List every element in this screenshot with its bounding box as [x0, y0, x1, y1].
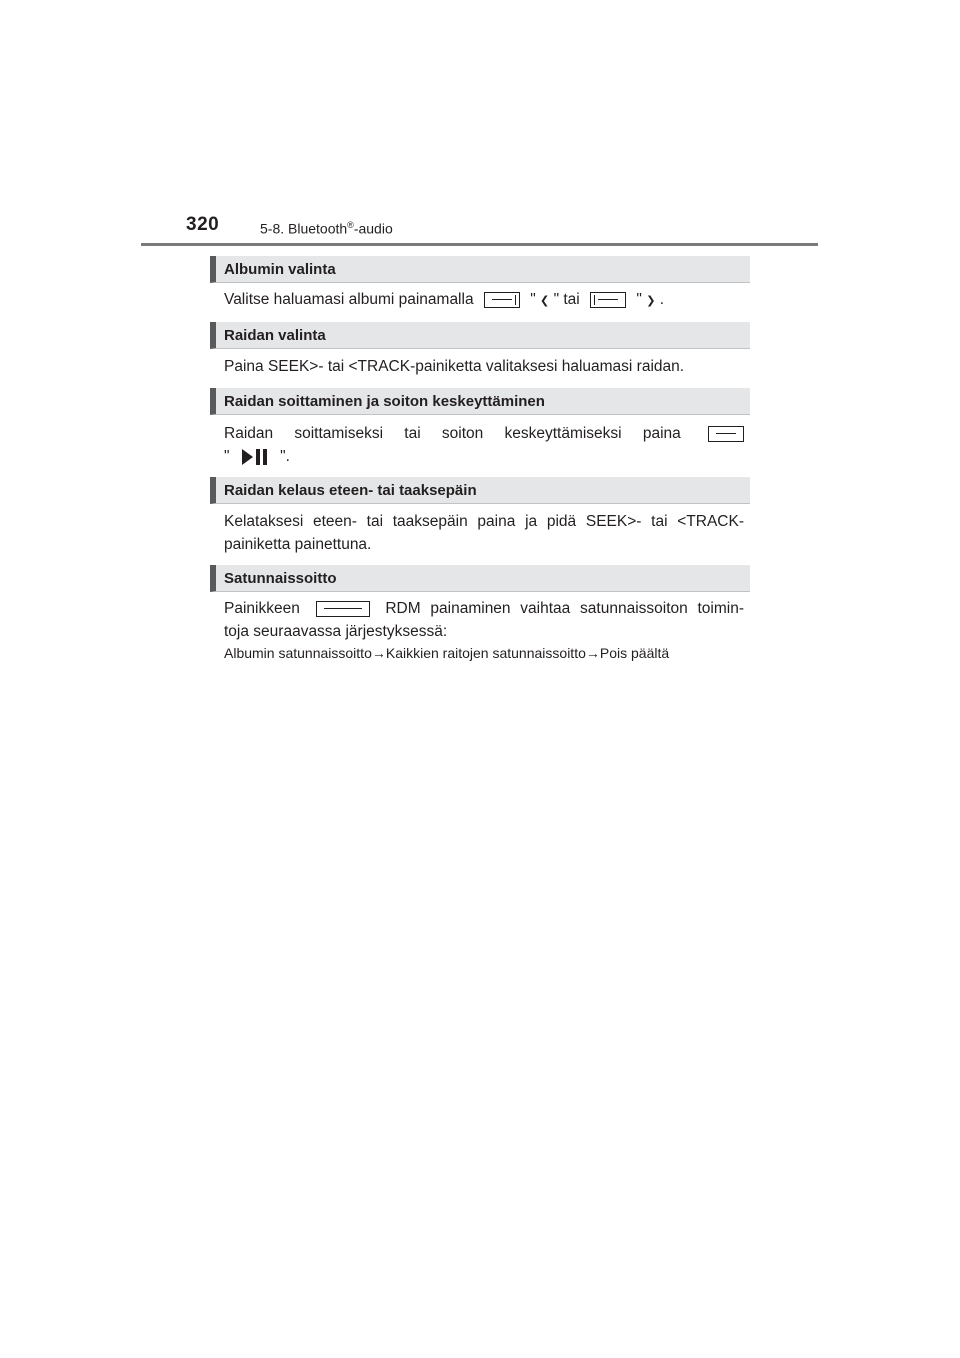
paragraph-fast-forward-line2: painiketta painettuna.	[224, 536, 372, 553]
paragraph-play-pause-line2: " ".	[224, 448, 290, 465]
paragraph-album-selection: Valitse haluamasi albumi painamalla " ❮ " tai " ❯ .	[224, 291, 665, 308]
paragraph-track-selection: Paina SEEK>- tai <TRACK-painiketta valitaksesi haluamasi raidan.	[224, 358, 685, 375]
paragraph-play-pause-line1: Raidan soittamiseksi tai soiton keskeyttämiseksi paina	[224, 422, 744, 445]
play-pause-icon	[240, 448, 270, 466]
paragraph-random-line3: Albumin satunnaissoitto→Kaikkien raitojen satunnaissoitto→Pois päältä	[224, 645, 670, 661]
heading-random-play: Satunnaissoitto	[210, 565, 750, 592]
heading-play-pause: Raidan soittaminen ja soiton keskeyttäminen	[210, 388, 750, 415]
chevron-right-icon: ❯	[646, 295, 656, 307]
heading-fast-forward-rewind: Raidan kelaus eteen- tai taaksepäin	[210, 477, 750, 504]
header-rule	[141, 243, 818, 246]
heading-album-selection: Albumin valinta	[210, 256, 750, 283]
paragraph-fast-forward-line1: Kelataksesi eteen- tai taaksepäin paina ja pidä SEEK>- tai <TRACK-	[224, 513, 744, 530]
chevron-left-icon: ❮	[540, 295, 550, 307]
folder-up-button-icon	[590, 292, 626, 308]
paragraph-random-line2: toja seuraavassa järjestyksessä:	[224, 623, 448, 640]
heading-track-selection: Raidan valinta	[210, 322, 750, 349]
page-number: 320	[186, 214, 220, 235]
folder-down-button-icon	[484, 292, 520, 308]
play-pause-button-icon	[708, 426, 744, 442]
section-label: 5-8. Bluetooth®-audio	[260, 220, 393, 237]
rdm-button-icon	[316, 601, 370, 617]
paragraph-random-line1: Painikkeen RDM painaminen vaihtaa satunnaissoiton toimin-	[224, 600, 745, 617]
